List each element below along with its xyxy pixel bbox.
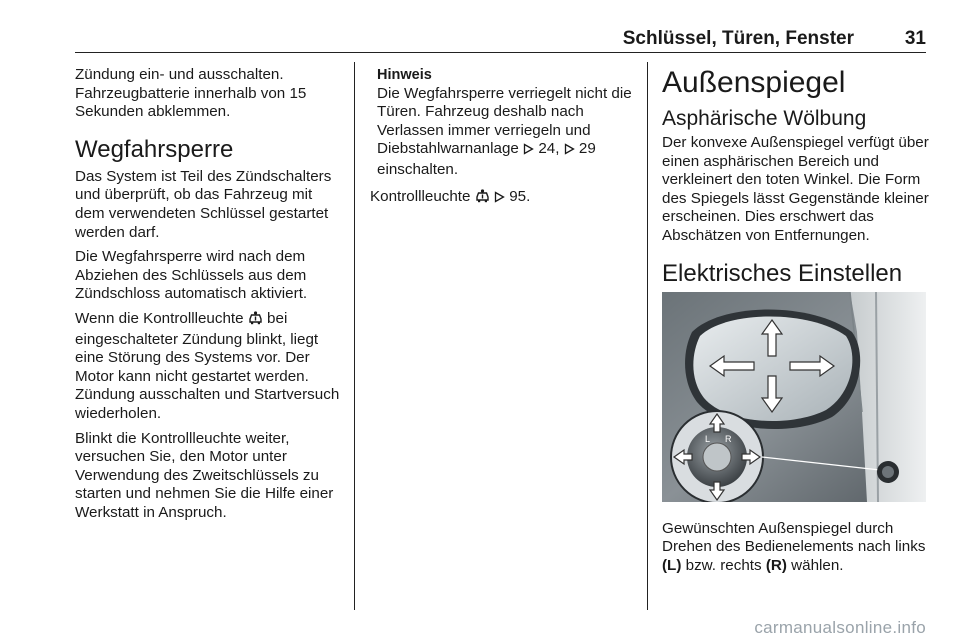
heading-wegfahrsperre: Wegfahrsperre — [75, 135, 234, 163]
note-ref-2[interactable]: 29 — [578, 140, 596, 158]
paragraph-asphaerisch: Der konvexe Außenspiegel verfügt über einen asphärischen Bereich und verkleinert den toten Winkel. Die Form des Spiegels lässt Gegenstände kleiner erscheinen. Dies erschwert das Abschätzen von Entfernungen. — [662, 134, 929, 244]
paragraph-second-key: Blinkt die Kontrollleuchte weiter, versuchen Sie, den Motor unter Verwendung des Zweitschlüssels zu starten und nehmen Sie die Hilfe einer Werkstatt in Anspruch. — [75, 429, 334, 521]
note-text-end: einschalten. — [377, 160, 459, 178]
column-2 — [370, 66, 636, 214]
immobilizer-icon — [475, 189, 490, 209]
kontroll-ref[interactable]: 95. — [509, 187, 531, 205]
mirror-select-text: Gewünschten Außenspiegel durch Drehen des Bedienelements nach links — [662, 519, 926, 556]
note-ref-1[interactable]: 24, — [538, 140, 560, 158]
immobilizer-icon — [248, 311, 263, 331]
note-body — [377, 85, 636, 180]
paragraph-mirror-select — [662, 520, 930, 576]
paragraph-system: Das System ist Teil des Zündschalters und überprüft, ob das Fahrzeug mit dem verwendeten Schlüssel gestartet werden darf. — [75, 167, 332, 241]
warning-text-before: Wenn die Kontrollleuchte — [75, 309, 244, 327]
kontroll-label: Kontrollleuchte — [370, 187, 471, 205]
svg-text:L: L — [705, 433, 711, 444]
note-box — [370, 66, 636, 180]
paragraph-warning-light — [75, 310, 345, 424]
header-title: Schlüssel, Türen, Fenster — [622, 28, 854, 49]
column-divider-2 — [647, 62, 648, 610]
header-rule — [75, 52, 926, 53]
column-divider-1 — [354, 62, 355, 610]
heading-asphaerische-woelbung: Asphärische Wölbung — [662, 107, 867, 130]
watermark: carmanualsonline.info — [754, 618, 926, 637]
mirror-adjustment-figure — [662, 292, 926, 502]
note-title: Hinweis — [377, 67, 432, 83]
reference-icon — [564, 142, 575, 161]
reference-icon — [523, 142, 534, 161]
intro-paragraph: Zündung ein- und ausschalten. Fahrzeugbatterie innerhalb von 15 Sekunden abklemmen. — [75, 66, 307, 121]
svg-text:R: R — [725, 433, 732, 444]
mirror-select-mid: bzw. rechts — [685, 556, 762, 574]
page-number: 31 — [904, 28, 926, 49]
heading-aussenspiegel: Außenspiegel — [662, 66, 846, 99]
note-text: Die Wegfahrsperre verriegelt nicht die Türen. Fahrzeug deshalb nach Verlassen immer verriegeln und Diebstahlwarnanlage — [377, 84, 632, 158]
heading-elektrisches-einstellen: Elektrisches Einstellen — [662, 259, 903, 287]
reference-icon — [494, 190, 505, 209]
page-header — [75, 22, 926, 50]
warning-text-after: bei eingeschalteter Zündung blinkt, liegt eine Störung des Systems vor. Der Motor kann nicht gestartet werden. Zündung ausschalten und Startversuch wiederholen. — [75, 309, 340, 422]
column-3 — [662, 66, 930, 581]
label-L: (L) — [662, 556, 682, 574]
mirror-select-end: wählen. — [791, 556, 844, 574]
paragraph-activation: Die Wegfahrsperre wird nach dem Abziehen des Schlüssels aus dem Zündschloss automatisch aktiviert. — [75, 248, 308, 303]
paragraph-kontrollleuchte — [370, 188, 636, 209]
label-R: (R) — [765, 556, 787, 574]
column-1 — [75, 66, 345, 528]
